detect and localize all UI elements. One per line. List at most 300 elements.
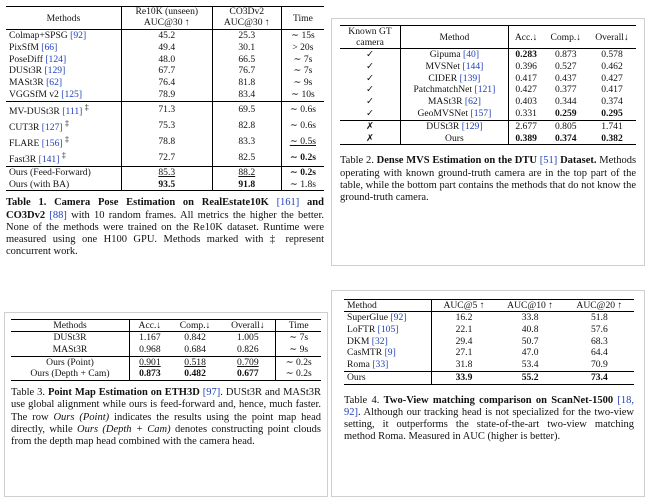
co3d-auc: 76.7	[212, 65, 281, 77]
t1-header-co3d-label: CO3Dv2	[229, 6, 265, 17]
table-row	[340, 84, 636, 96]
table-row	[340, 96, 636, 108]
acc-value: 0.873	[129, 368, 169, 380]
runtime: ∼ 0.5s	[289, 135, 316, 147]
t2-header-comp: Comp.↓	[544, 26, 588, 49]
auc20-value: 51.8	[565, 312, 634, 324]
t4-header-auc20: AUC@20 ↑	[565, 300, 634, 312]
t1-header-co3d	[212, 7, 281, 18]
method-name-cell	[401, 84, 509, 96]
t4-caption-cite2[interactable]: 92]	[344, 406, 358, 418]
t3-group-baselines	[11, 332, 321, 357]
cite-bracket: [	[390, 312, 394, 323]
t4-caption-rest: . Although our tracking head is not specialized for the two-view setting, it outperforms the state-of-the-art two-view matching method Roma. Measured in AUC (higher is better).	[344, 406, 634, 443]
comp-value: 0.684	[184, 343, 206, 355]
citation-link[interactable]: 139	[462, 72, 478, 84]
t4-header-auc10: AUC@10 ↑	[495, 300, 564, 312]
cite-bracket: ]	[62, 65, 66, 77]
table-row	[11, 368, 321, 380]
acc-value: 0.389	[508, 133, 543, 145]
citation-link[interactable]: 105	[380, 323, 396, 335]
t2-group-known	[340, 49, 636, 121]
comp-value: 0.259	[554, 107, 577, 119]
acc-value: 0.331	[515, 107, 537, 119]
t1-header-time: Time	[281, 7, 324, 30]
overall-value: 1.741	[588, 120, 636, 132]
co3d-auc: 81.8	[212, 77, 281, 89]
cite-bracket: ]	[385, 359, 389, 371]
table-row	[340, 49, 636, 61]
co3d-auc: 66.5	[212, 54, 281, 66]
citation-link[interactable]: 127	[45, 121, 60, 133]
table-row	[11, 332, 321, 344]
method-name: VGGSfM v2	[9, 88, 59, 100]
table-row	[340, 120, 636, 132]
cite-bracket: ]	[480, 60, 484, 72]
t4-group-baselines	[344, 312, 634, 372]
cite-bracket: ]	[479, 120, 483, 132]
table4-panel	[331, 290, 645, 497]
concurrent-dagger: ‡	[65, 118, 69, 128]
method-name-cell	[401, 96, 509, 108]
method-name: SuperGlue	[347, 312, 389, 323]
t3-header-comp: Comp.↓	[170, 320, 221, 332]
co3d-auc: 25.3	[212, 30, 281, 42]
re10k-auc: 71.3	[121, 101, 212, 117]
overall-value: 0.578	[588, 49, 636, 61]
citation-link[interactable]: 125	[64, 88, 79, 100]
method-name: Ours (with BA)	[9, 178, 70, 190]
t2-header-known-top: Known GT	[348, 26, 392, 37]
method-name: DUSt3R	[9, 65, 43, 77]
method-name-cell	[6, 134, 121, 150]
citation-link[interactable]: 62	[468, 96, 478, 108]
method-name-cell	[6, 89, 121, 101]
cite-bracket: ]	[492, 84, 496, 96]
acc-value: 0.403	[515, 96, 537, 108]
runtime: ∼ 10s	[291, 88, 315, 100]
method-name-cell	[6, 150, 121, 166]
auc10-value: 55.2	[495, 371, 564, 384]
cite-bracket: [	[372, 359, 376, 371]
t3-header-time: Time	[276, 320, 321, 332]
co3d-auc: 83.4	[212, 89, 281, 101]
t3-caption-p2: indicates the results using the point map head directly, while	[11, 411, 321, 435]
cite-bracket: ]	[78, 88, 83, 100]
table-row	[6, 101, 324, 117]
table-row	[340, 133, 636, 145]
citation-link[interactable]: 121	[477, 84, 493, 96]
table-row	[344, 336, 634, 348]
runtime: ∼ 15s	[281, 30, 324, 42]
re10k-auc: 48.0	[121, 54, 212, 66]
citation-link[interactable]: 32	[375, 335, 385, 347]
citation-link[interactable]: 129	[464, 120, 480, 132]
re10k-auc: 67.7	[121, 65, 212, 77]
table1	[6, 6, 324, 191]
acc-value: 0.283	[508, 49, 543, 61]
table-row	[6, 65, 324, 77]
table-row	[6, 77, 324, 89]
method-name-cell	[344, 312, 432, 324]
method-name-cell	[344, 324, 432, 336]
method-name: Roma	[347, 359, 370, 371]
method-name-cell	[401, 61, 509, 73]
runtime: ∼ 0.2s	[289, 151, 316, 163]
cite-bracket: [	[46, 77, 50, 89]
citation-link[interactable]: 111	[65, 105, 80, 117]
t3-header-overall: Overall↓	[220, 320, 275, 332]
cite-bracket: [	[38, 153, 42, 165]
table-row	[340, 61, 636, 73]
cite-bracket: ]	[477, 72, 481, 84]
re10k-auc: 72.7	[121, 150, 212, 166]
table1-panel	[6, 6, 324, 258]
t1-header-re10k	[121, 7, 212, 18]
t3-caption-label: Table 3.	[11, 387, 45, 399]
citation-link[interactable]: 66	[44, 41, 55, 53]
t2-caption-title: Dense MVS Estimation on the DTU	[376, 155, 537, 167]
cite-bracket: ]	[79, 105, 83, 117]
t3-caption-title: Point Map Estimation on ETH3D	[47, 387, 200, 399]
re10k-auc: 45.2	[121, 30, 212, 42]
auc5-value: 29.4	[455, 335, 473, 347]
comp-value: 0.374	[544, 133, 588, 145]
table-row	[340, 108, 636, 120]
cite-bracket: ]	[56, 153, 60, 165]
cite-bracket: [	[41, 137, 45, 149]
table2-panel	[331, 18, 645, 266]
co3d-auc: 30.1	[212, 42, 281, 54]
auc5-value: 31.8	[455, 359, 473, 371]
comp-value: 0.518	[170, 356, 221, 368]
method-name: PoseDiff	[9, 53, 43, 65]
citation-link[interactable]: 141	[41, 153, 57, 165]
table2	[340, 25, 636, 145]
citation-link[interactable]: 124	[48, 53, 63, 65]
re10k-auc: 49.4	[121, 42, 212, 54]
re10k-auc: 75.3	[121, 118, 212, 134]
cite-bracket: ]	[395, 323, 399, 335]
cite-bracket: [	[462, 60, 466, 72]
method-name: LoFTR	[347, 323, 376, 335]
check-icon: ✓	[340, 96, 401, 108]
t2-header-method: Method	[401, 26, 509, 49]
method-name-cell	[6, 118, 121, 134]
method-name-cell	[6, 30, 121, 42]
acc-value: 1.167	[129, 332, 169, 344]
re10k-auc: 78.9	[121, 89, 212, 101]
runtime: ∼ 7s	[293, 65, 313, 77]
auc5-value: 16.2	[432, 312, 496, 324]
table-row	[6, 30, 324, 42]
comp-value: 0.377	[554, 84, 577, 96]
concurrent-dagger: ‡	[84, 102, 89, 112]
method-name-cell	[6, 54, 121, 66]
method-name: CasMTR	[347, 347, 383, 359]
table3-caption	[11, 387, 321, 448]
co3d-auc: 83.3	[212, 134, 281, 150]
table-row	[340, 73, 636, 85]
t1-header-methods: Methods	[6, 7, 121, 30]
t1-group-classic	[6, 30, 324, 102]
t4-caption-title: Two-View matching comparison on ScanNet-1500	[383, 394, 614, 406]
cite-bracket: ]	[488, 107, 492, 119]
t1-caption-title: Camera Pose Estimation on RealEstate10K	[54, 197, 269, 209]
method-name-cell	[401, 73, 509, 85]
method-name: MASt3R	[52, 343, 88, 355]
cite-bracket: ]	[62, 53, 67, 65]
cite-bracket: [	[463, 49, 467, 60]
auc20-value: 73.4	[565, 371, 634, 384]
table-row	[11, 356, 321, 368]
method-name: CIDER	[428, 72, 458, 84]
overall-value: 0.427	[601, 72, 623, 84]
method-name: DUSt3R	[426, 120, 460, 132]
method-name-cell	[401, 120, 509, 132]
table-row	[344, 324, 634, 336]
t1-group-concurrent	[6, 101, 324, 166]
comp-value: 0.344	[554, 96, 577, 108]
acc-value: 0.396	[515, 60, 537, 72]
t2-caption-title2: Dataset.	[560, 155, 597, 167]
co3d-auc: 82.8	[212, 118, 281, 134]
t1-caption-cite1[interactable]: [161]	[276, 197, 300, 209]
runtime: ∼ 9s	[289, 343, 309, 355]
runtime: ∼ 7s	[293, 53, 313, 65]
table-row	[344, 371, 634, 384]
cite-bracket: ]	[59, 121, 63, 133]
method-name: MASt3R	[9, 77, 44, 89]
table-row	[6, 179, 324, 191]
method-name: Ours (Point)	[46, 356, 94, 368]
method-name: PatchmatchNet	[413, 84, 473, 96]
method-name-cell	[344, 347, 432, 359]
t3-caption-cite[interactable]: [97]	[202, 387, 221, 399]
cite-bracket: ]	[392, 347, 396, 359]
method-name-cell	[11, 368, 129, 380]
citation-link[interactable]: 62	[49, 77, 59, 89]
t3-header-acc: Acc.↓	[129, 320, 169, 332]
acc-value: 0.427	[515, 84, 537, 96]
auc20-value: 57.6	[590, 323, 608, 335]
check-icon: ✓	[340, 108, 401, 120]
method-name: Gipuma	[429, 49, 461, 60]
table-row	[344, 347, 634, 359]
t2-header-overall: Overall↓	[588, 26, 636, 49]
method-name: GeoMVSNet	[417, 107, 469, 119]
concurrent-dagger: ‡	[65, 134, 69, 144]
overall-value: 0.417	[601, 84, 623, 96]
method-name: DUSt3R	[53, 332, 87, 343]
comp-value: 0.527	[554, 60, 577, 72]
t2-caption-label: Table 2.	[340, 155, 374, 167]
cite-bracket: ]	[384, 335, 388, 347]
comp-value: 0.482	[170, 368, 221, 380]
method-name: Ours	[445, 132, 464, 144]
method-name-cell	[6, 42, 121, 54]
t4-header-method: Method	[344, 300, 432, 312]
table-row	[6, 134, 324, 150]
table-row	[11, 344, 321, 356]
method-name: PixSfM	[9, 41, 39, 53]
auc5-value: 27.1	[455, 347, 473, 359]
auc5-value: 33.9	[432, 371, 496, 384]
cite-bracket: ]	[82, 30, 87, 41]
cite-bracket: [	[470, 107, 474, 119]
t3-caption-it1: Ours (Point)	[53, 411, 110, 423]
citation-link[interactable]: 157	[473, 107, 489, 119]
runtime: ∼ 0.2s	[281, 166, 324, 178]
method-name: CUT3R	[9, 121, 40, 133]
method-name-cell	[6, 179, 121, 191]
runtime: ∼ 0.6s	[289, 119, 316, 131]
comp-value: 0.873	[544, 49, 588, 61]
auc10-value: 47.0	[521, 347, 539, 359]
overall-value: 0.462	[601, 60, 623, 72]
check-icon: ✓	[340, 84, 401, 96]
cite-bracket: [	[41, 121, 45, 133]
citation-link[interactable]: 9	[387, 347, 393, 359]
overall-value: 0.677	[220, 368, 275, 380]
auc5-value: 22.1	[455, 323, 473, 335]
cite-bracket: ]	[475, 49, 480, 60]
t4-caption-label: Table 4.	[344, 394, 380, 406]
t3-group-ours	[11, 356, 321, 381]
method-name-cell	[401, 108, 509, 120]
method-name: DKM	[347, 335, 370, 347]
cite-bracket: [	[464, 96, 469, 108]
method-name-cell	[11, 344, 129, 356]
cite-bracket: [	[61, 88, 65, 100]
t2-group-unknown	[340, 120, 636, 145]
method-name-cell	[401, 49, 509, 61]
auc20-value: 70.9	[590, 359, 608, 371]
t2-caption-rest: Methods operating with known ground-truth camera are in the top part of the table, while the bottom part contains the methods that do not know the ground-truth camera.	[340, 155, 637, 203]
method-name-cell	[6, 101, 121, 117]
method-name: Ours (Depth + Cam)	[30, 368, 110, 380]
method-name: FLARE	[9, 137, 40, 149]
auc10-value: 50.7	[521, 335, 539, 347]
co3d-auc: 82.5	[212, 150, 281, 166]
overall-value: 0.295	[601, 107, 623, 119]
cite-bracket: ]	[54, 41, 58, 53]
method-name: MVSNet	[425, 60, 461, 72]
table3	[11, 319, 321, 381]
citation-link[interactable]: 92	[73, 30, 83, 41]
t2-caption-cite[interactable]: [51]	[539, 155, 558, 167]
t4-header-auc5: AUC@5 ↑	[432, 300, 496, 312]
t1-caption-cite2[interactable]: [88]	[49, 209, 67, 221]
overall-value: 1.005	[220, 332, 275, 344]
cite-bracket: [	[70, 30, 74, 41]
re10k-auc: 85.3	[121, 166, 212, 178]
overall-value: 0.382	[588, 133, 636, 145]
table4-caption	[344, 395, 634, 444]
citation-link[interactable]: 40	[466, 49, 476, 60]
t2-header-known-bot: camera	[356, 37, 384, 48]
cite-bracket: ]	[477, 96, 481, 108]
co3d-auc: 91.8	[212, 179, 281, 191]
method-name-cell	[344, 371, 432, 384]
method-name-cell	[6, 65, 121, 77]
table4	[344, 299, 634, 385]
t1-caption-rest: with 10 random frames. All metrics the higher the better. None of the methods were trained on the Re10K dataset. Runtime were measured using one H100 GPU. Methods marked with ‡ represent concurrent work.	[6, 209, 325, 258]
auc10-value: 53.4	[521, 359, 539, 371]
citation-link[interactable]: 156	[45, 137, 60, 149]
cross-icon: ✗	[340, 133, 401, 145]
method-name: MASt3R	[427, 96, 463, 108]
cite-bracket: ]	[403, 312, 407, 323]
citation-link[interactable]: 129	[47, 65, 63, 77]
citation-link[interactable]: 144	[465, 60, 481, 72]
citation-link[interactable]: 33	[375, 359, 386, 371]
method-name: Colmap+SPSG	[9, 30, 68, 41]
concurrent-dagger: ‡	[61, 150, 66, 160]
t1-group-ours	[6, 166, 324, 191]
auc10-value: 40.8	[521, 323, 539, 335]
check-icon: ✓	[340, 49, 401, 61]
co3d-auc: 88.2	[212, 166, 281, 178]
re10k-auc: 78.8	[121, 134, 212, 150]
t4-caption-cite1[interactable]: [18,	[617, 394, 635, 406]
citation-link[interactable]: 92	[393, 312, 404, 323]
cite-bracket: [	[459, 72, 463, 84]
method-name: Fast3R	[9, 153, 37, 165]
method-name-cell	[344, 336, 432, 348]
method-name: Ours (Feed-Forward)	[9, 166, 91, 178]
t3-caption-it2: Ours (Depth + Cam)	[77, 423, 171, 435]
runtime: ∼ 0.6s	[281, 101, 324, 117]
t1-header-re10k-label: Re10K (unseen)	[135, 6, 199, 17]
table-row	[344, 359, 634, 371]
method-name-cell	[6, 166, 121, 178]
table-row	[6, 54, 324, 66]
acc-value: 0.968	[139, 343, 161, 355]
t3-caption-p3: denotes constructing point clouds from the depth map head combined with the camera head.	[11, 423, 321, 447]
method-name: MV-DUSt3R	[9, 105, 60, 117]
cite-bracket: [	[384, 347, 388, 359]
cite-bracket: [	[62, 105, 66, 117]
acc-value: 2.677	[508, 120, 543, 132]
table-row	[344, 312, 634, 324]
table-row	[6, 89, 324, 101]
t4-group-ours	[344, 371, 634, 384]
runtime: ∼ 0.2s	[276, 368, 321, 380]
runtime: ∼ 7s	[276, 332, 321, 344]
comp-value: 0.805	[544, 120, 588, 132]
re10k-auc: 76.4	[121, 77, 212, 89]
cite-bracket: ]	[59, 137, 63, 149]
t2-header-acc: Acc.↓	[508, 26, 543, 49]
cite-bracket: [	[371, 335, 375, 347]
runtime: > 20s	[292, 41, 314, 53]
t1-header-co3d-metric: AUC@30 ↑	[212, 17, 281, 30]
auc20-value: 68.3	[590, 335, 608, 347]
cite-bracket: [	[461, 120, 465, 132]
method-name-cell	[401, 133, 509, 145]
method-name-cell	[11, 332, 129, 344]
auc10-value: 33.8	[495, 312, 564, 324]
overall-value: 0.826	[220, 344, 275, 356]
comp-value: 0.437	[554, 72, 577, 84]
runtime: ∼ 9s	[293, 77, 313, 89]
cite-bracket: [	[41, 41, 45, 53]
method-name: Ours	[347, 371, 366, 383]
table-row	[6, 150, 324, 166]
t3-caption-p1: . DUSt3R and MASt3R use global alignment while ours is feed-forward and, hence, much faster. The row	[11, 387, 321, 423]
t1-caption-label: Table 1.	[6, 197, 47, 209]
